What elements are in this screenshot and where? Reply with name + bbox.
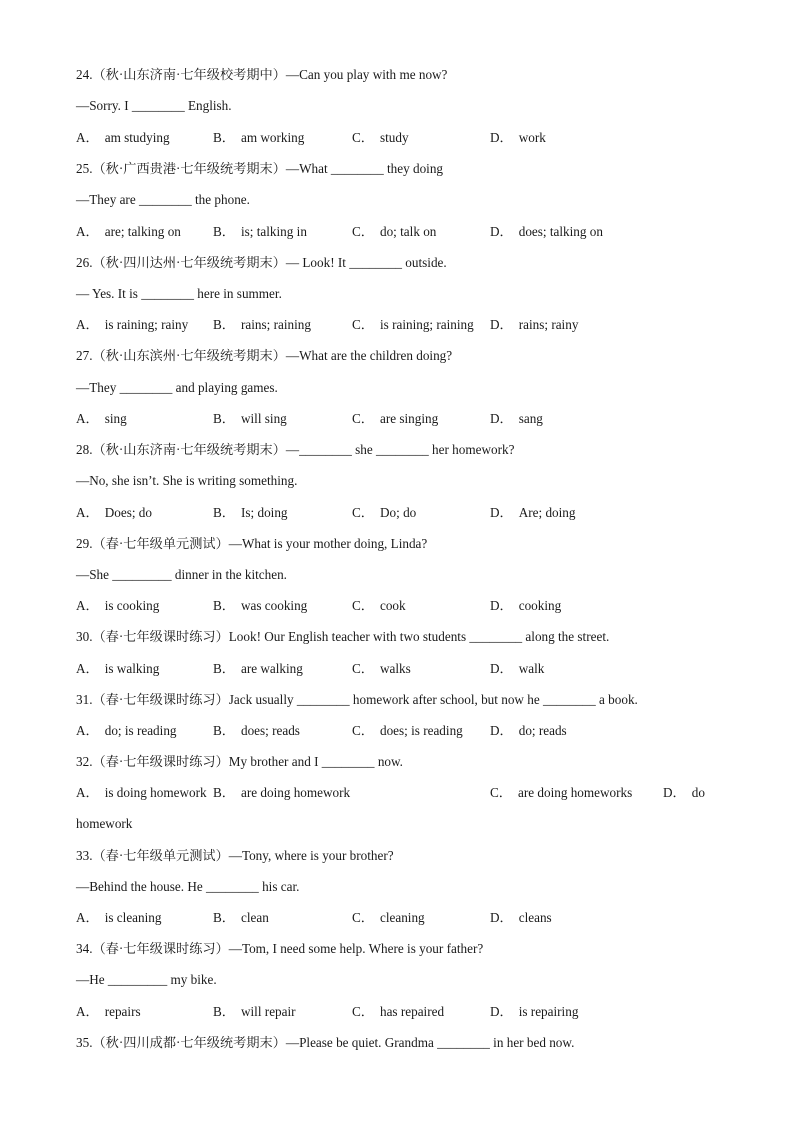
question-29-stem: 29.（春·七年级单元测试）—What is your mother doing, Linda?: [76, 536, 428, 551]
option-b[interactable]: B． rains; raining: [213, 317, 311, 332]
option-c[interactable]: C． does; is reading: [352, 723, 463, 738]
option-a[interactable]: A． is raining; rainy: [76, 317, 189, 332]
option-d[interactable]: D． does; talking on: [490, 224, 603, 239]
option-c[interactable]: C． has repaired: [352, 1004, 445, 1019]
option-a[interactable]: A． is cleaning: [76, 910, 162, 925]
option-b[interactable]: B． am working: [213, 130, 305, 145]
question-35-stem: 35.（秋·四川成都·七年级统考期末）—Please be quiet. Grandma ________ in her bed now.: [76, 1035, 575, 1050]
option-b[interactable]: B． Is; doing: [213, 505, 288, 520]
option-b[interactable]: B． clean: [213, 910, 269, 925]
option-c[interactable]: C． walks: [352, 661, 411, 676]
question-26-stem: 26.（秋·四川达州·七年级统考期末）— Look! It ________ outside.: [76, 255, 447, 270]
option-a[interactable]: A． do; is reading: [76, 723, 177, 738]
option-b[interactable]: B． does; reads: [213, 723, 300, 738]
option-d[interactable]: D． walk: [490, 661, 545, 676]
option-c[interactable]: C． are doing homeworks: [490, 785, 633, 800]
question-24-stem: 24.（秋·山东济南·七年级校考期中）—Can you play with me now?: [76, 67, 448, 82]
option-d[interactable]: D． cooking: [490, 598, 562, 613]
option-d[interactable]: D． Are; doing: [490, 505, 576, 520]
question-25-stem: 25.（秋·广西贵港·七年级统考期末）—What ________ they doing: [76, 161, 444, 176]
option-b[interactable]: B． will sing: [213, 411, 287, 426]
option-a[interactable]: A． repairs: [76, 1004, 141, 1019]
option-d[interactable]: D． cleans: [490, 910, 552, 925]
option-c[interactable]: C． are singing: [352, 411, 439, 426]
option-d[interactable]: D． work: [490, 130, 546, 145]
question-27-stem: 27.（秋·山东滨州·七年级统考期末）—What are the children doing?: [76, 348, 453, 363]
option-b[interactable]: B． are walking: [213, 661, 303, 676]
option-a[interactable]: A． is walking: [76, 661, 160, 676]
question-27-answer: —They ________ and playing games.: [76, 380, 278, 395]
option-d[interactable]: D． do: [663, 785, 705, 800]
option-c[interactable]: C． study: [352, 130, 409, 145]
option-a[interactable]: A． is cooking: [76, 598, 160, 613]
question-34-answer: —He _________ my bike.: [76, 972, 217, 987]
option-a[interactable]: A． is doing homework: [76, 785, 207, 800]
option-c[interactable]: C． Do; do: [352, 505, 417, 520]
question-30-stem: 30.（春·七年级课时练习）Look! Our English teacher with two students ________ along the street.: [76, 629, 610, 644]
option-d[interactable]: D． do; reads: [490, 723, 567, 738]
question-33-stem: 33.（春·七年级单元测试）—Tony, where is your brother?: [76, 848, 394, 863]
question-26-answer: — Yes. It is ________ here in summer.: [76, 286, 282, 301]
option-c[interactable]: C． is raining; raining: [352, 317, 474, 332]
option-a[interactable]: A． am studying: [76, 130, 170, 145]
option-a[interactable]: A． are; talking on: [76, 224, 181, 239]
option-d[interactable]: D． is repairing: [490, 1004, 579, 1019]
question-33-answer: —Behind the house. He ________ his car.: [76, 879, 300, 894]
question-34-stem: 34.（春·七年级课时练习）—Tom, I need some help. Where is your father?: [76, 941, 484, 956]
question-29-answer: —She _________ dinner in the kitchen.: [76, 567, 287, 582]
option-b[interactable]: B． was cooking: [213, 598, 308, 613]
option-b[interactable]: B． is; talking in: [213, 224, 307, 239]
option-b[interactable]: B． will repair: [213, 1004, 296, 1019]
question-31-stem: 31.（春·七年级课时练习）Jack usually ________ homework after school, but now he ________ a book.: [76, 692, 638, 707]
option-c[interactable]: C． cook: [352, 598, 406, 613]
option-b[interactable]: B． are doing homework: [213, 785, 351, 800]
option-c[interactable]: C． cleaning: [352, 910, 425, 925]
option-d[interactable]: D． sang: [490, 411, 543, 426]
question-32-stem: 32.（春·七年级课时练习）My brother and I ________ now.: [76, 754, 403, 769]
question-25-answer: —They are ________ the phone.: [76, 192, 250, 207]
question-24-answer: —Sorry. I ________ English.: [76, 98, 232, 113]
option-a[interactable]: A． sing: [76, 411, 127, 426]
question-28-stem: 28.（秋·山东济南·七年级统考期末）—________ she ________ her homework?: [76, 442, 515, 457]
option-c[interactable]: C． do; talk on: [352, 224, 437, 239]
option-a[interactable]: A． Does; do: [76, 505, 152, 520]
question-28-answer: —No, she isn’t. She is writing something.: [76, 473, 298, 488]
question-32-option-continuation: homework: [76, 816, 133, 831]
option-d[interactable]: D． rains; rainy: [490, 317, 579, 332]
